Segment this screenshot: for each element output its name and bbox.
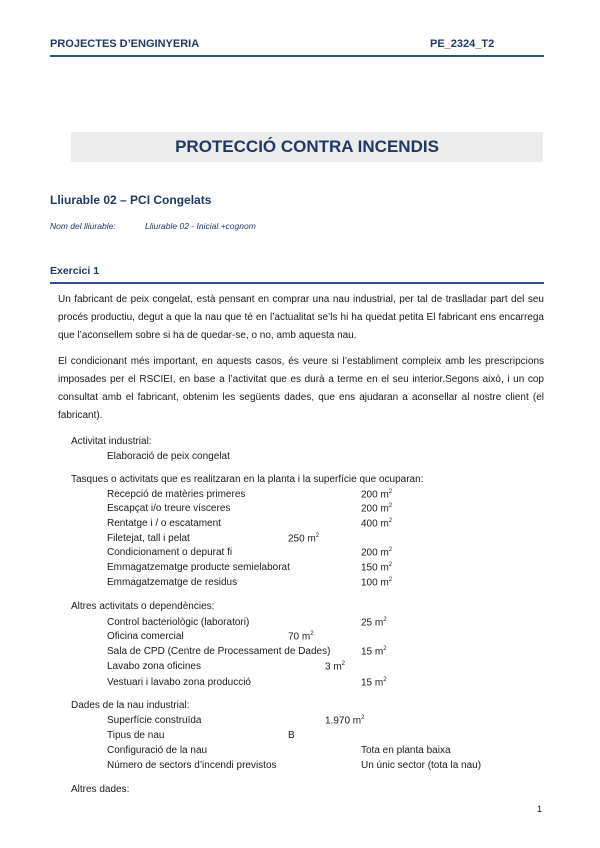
meta-value: Lliurable 02 - Inicial.+cognom <box>145 221 256 231</box>
list-item-value: 1.970 $m^2$ <box>325 715 365 727</box>
exercise-rule <box>50 282 544 284</box>
list-item: Configuració de la nau <box>107 745 208 756</box>
list-item: Vestuari i lavabo zona producció <box>107 677 251 688</box>
list-item-area: 200 $m^2$ <box>361 503 393 515</box>
list-item: Número de sectors d’incendi previstos <box>107 760 277 771</box>
list-item-area: 100 $m^2$ <box>361 577 393 589</box>
list-item: Oficina comercial <box>107 631 184 642</box>
list-item-area: 70 $m^2$ <box>288 631 314 643</box>
header-rule <box>50 55 544 57</box>
list-item-area: 25 $m^2$ <box>361 617 387 629</box>
list-item-area: 400 $m^2$ <box>361 518 393 530</box>
exercise-heading: Exercici 1 <box>50 265 100 277</box>
list-item-value: Tota en planta baixa <box>361 745 451 756</box>
page-number: 1 <box>537 804 543 814</box>
list-item: Sala de CPD (Centre de Processament de Dades) <box>107 646 331 657</box>
list-item: Escapçat i/o treure vísceres <box>107 503 231 514</box>
header-title: PROJECTES D’ENGINYERIA <box>50 38 200 50</box>
list-item: Emmagatzematge producte semielaborat <box>107 562 290 573</box>
list-item: Control bacteriològic (laboratori) <box>107 617 250 628</box>
list-item-area: 3 $m^2$ <box>325 661 346 673</box>
deliverable-subtitle: Lliurable 02 – PCI Congelats <box>50 193 212 207</box>
list-item: Lavabo zona oficines <box>107 661 201 672</box>
list-item-area: 200 $m^2$ <box>361 547 393 559</box>
header-code: PE_2324_T2 <box>430 38 495 50</box>
page-title: PROTECCIÓ CONTRA INCENDIS <box>175 137 439 156</box>
list-item-value: B <box>288 730 295 741</box>
list-item: Rentatge i / o escatament <box>107 518 221 529</box>
tasks-heading: Tasques o activitats que es realitzaran en la planta i la superfície que ocuparan: <box>71 474 424 485</box>
list-item: Condicionament o depurat fi <box>107 547 233 558</box>
other-activities-heading: Altres activitats o dependències: <box>71 601 215 612</box>
other-data-heading: Altres dades: <box>71 784 130 795</box>
list-item: Emmagatzematge de residus <box>107 577 238 588</box>
list-item: Recepció de matèries primeres <box>107 489 246 500</box>
activity-value: Elaboració de peix congelat <box>107 451 230 462</box>
list-item-area: 15 $m^2$ <box>361 646 387 658</box>
list-item-area: 150 $m^2$ <box>361 562 393 574</box>
list-item: Filetejat, tall i pelat <box>107 533 190 544</box>
activity-heading: Activitat industrial: <box>71 436 152 447</box>
paragraph-conditions: El condicionant més important, en aquests casos, és veure si l’establiment compleix amb les prescripcions imposades per el RSCIEI, en base a l’activitat que es durà a terme en el seu interior.Segons això, i un cop consultat amb el fabricant, obtenim les següents dades, que ens ajudaran a aconsellar al nostre client (el fabricant). <box>58 356 544 421</box>
list-item-area: 15 $m^2$ <box>361 677 387 689</box>
meta-label: Nom del lliurable: <box>50 221 116 231</box>
list-item: Superfície construïda <box>107 715 202 726</box>
list-item-value: Un únic sector (tota la nau) <box>361 760 482 771</box>
list-item: Tipus de nau <box>107 730 165 741</box>
list-item-area: 250 $m^2$ <box>288 533 320 545</box>
paragraph-intro: Un fabricant de peix congelat, està pensant en comprar una nau industrial, per tal de traslladar part del seu procés productiu, degut a que la nau que té en l’actualitat se’ls hi ha quedat petita El fabricant ens encarrega que l’aconsellem sobre si ha de quedar-se, o no, amb aquesta nau. <box>58 294 544 341</box>
building-heading: Dades de la nau industrial: <box>71 700 190 711</box>
list-item-area: 200 $m^2$ <box>361 489 393 501</box>
